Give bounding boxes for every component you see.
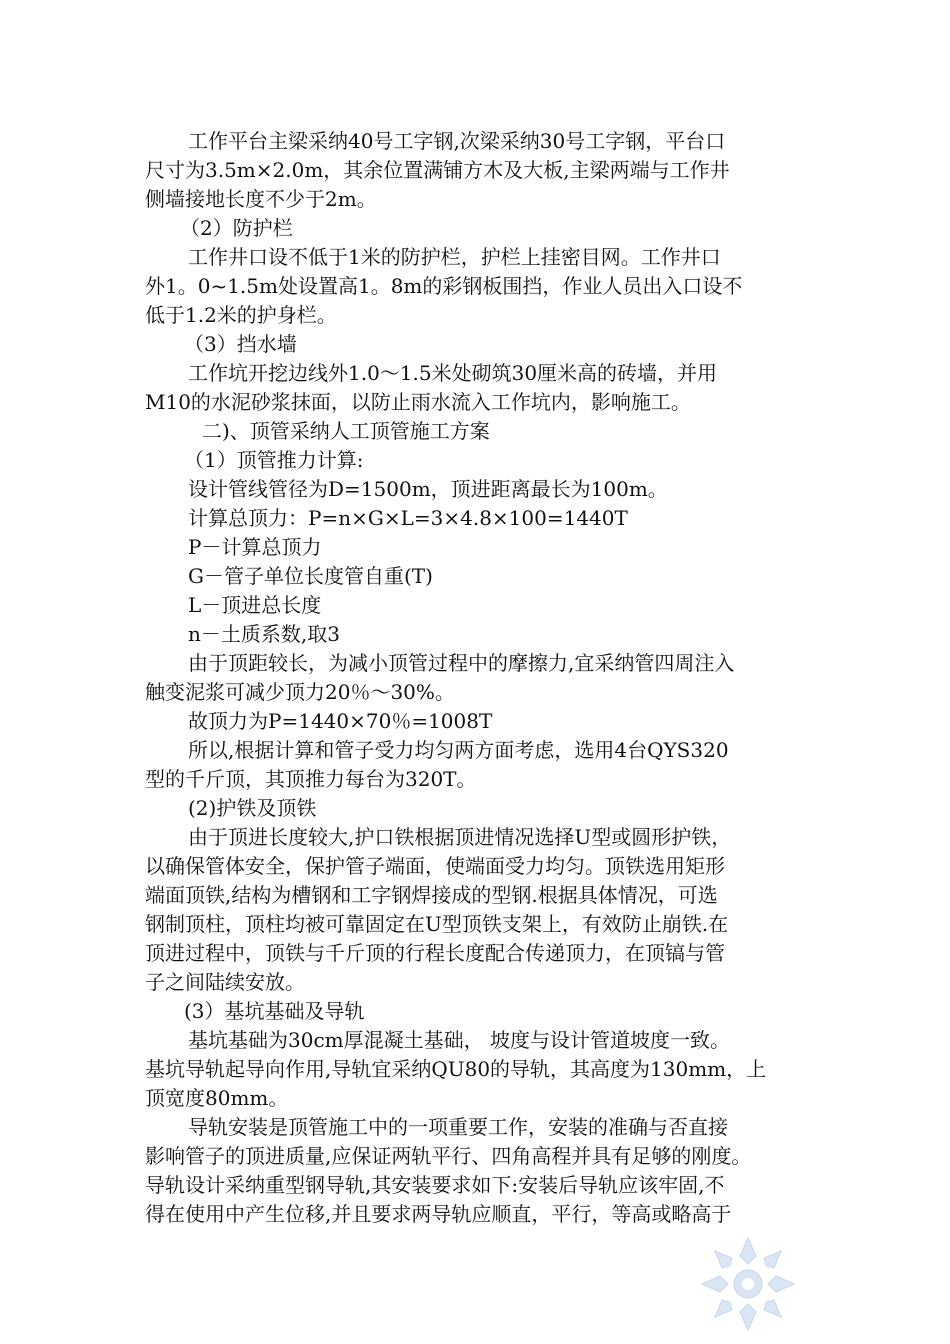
text-line: 由于顶距较长，为减小顶管过程中的摩擦力,宜采纳管四周注入 [188,651,735,675]
text-line: 工作井口设不低于1米的防护栏，护栏上挂密目网。工作井口 [188,245,721,269]
section-heading: （1）顶管推力计算: [184,448,364,472]
snowflake-watermark-icon [698,1234,798,1334]
text-line: 影响管子的顶进质量,应保证两轨平行、四角高程并具有足够的刚度。 [145,1144,752,1168]
section-heading: (3）基坑基础及导轨 [184,999,365,1023]
text-line: M10的水泥砂浆抹面，以防止雨水流入工作坑内，影响施工。 [145,390,691,414]
text-line: 基坑导轨起导向作用,导轨宜采纳QU80的导轨，其高度为130mm，上 [145,1057,767,1081]
text-line: 工作平台主梁采纳40号工字钢,次梁采纳30号工字钢，平台口 [188,129,726,153]
text-line: 触变泥浆可减少顶力20％～30%。 [145,680,455,704]
text-line: 导轨安装是顶管施工中的一项重要工作，安装的准确与否直接 [188,1115,728,1139]
text-line: 顶进过程中，顶铁与千斤顶的行程长度配合传递顶力，在顶镐与管 [145,941,725,965]
text-line: 得在使用中产生位移,并且要求两导轨应顺直，平行，等高或略高于 [145,1202,732,1226]
text-line: 基坑基础为30cm厚混凝土基础， 坡度与设计管道坡度一致。 [188,1028,730,1052]
formula-definition: G－管子单位长度管自重(T) [188,564,433,588]
text-line: 子之间陆续安放。 [145,970,305,994]
text-line: 型的千斤顶，其顶推力每台为320T。 [145,767,477,791]
section-heading: 二)、顶管采纳人工顶管施工方案 [202,419,490,443]
text-line: 由于顶进长度较大,护口铁根据顶进情况选择U型或圆形护铁， [188,825,732,849]
section-heading: （3）挡水墙 [184,332,297,356]
text-line: 故顶力为P=1440×70％=1008T [188,709,493,733]
text-line: 外1。0~1.5m处设置高1。8m的彩钢板围挡，作业人员出入口设不 [145,274,743,298]
text-line: 侧墙接地长度不少于2m。 [145,187,377,211]
text-line: 所以,根据计算和管子受力均匀两方面考虑，选用4台QYS320 [188,738,729,762]
text-line: 导轨设计采纳重型钢导轨,其安装要求如下:安装后导轨应该牢固,不 [145,1173,725,1197]
formula-definition: P－计算总顶力 [188,535,322,559]
text-line: 低于1.2米的护身栏。 [145,303,337,327]
text-line: 工作坑开挖边线外1.0～1.5米处砌筑30厘米高的砖墙，并用 [188,361,718,385]
formula-definition: L－顶进总长度 [188,593,322,617]
formula-definition: n－土质系数,取3 [188,622,340,646]
text-line: 尺寸为3.5m×2.0m，其余位置满铺方木及大板,主梁两端与工作井 [145,158,730,182]
text-line: 以确保管体安全，保护管子端面，使端面受力均匀。顶铁选用矩形 [145,854,725,878]
text-line: 钢制顶柱，顶柱均被可靠固定在U型顶铁支架上，有效防止崩铁.在 [145,912,729,936]
section-heading: （2）防护栏 [180,216,293,240]
text-line: 设计管线管径为D=1500m，顶进距离最长为100m。 [188,477,668,501]
text-line: 顶宽度80mm。 [145,1086,289,1110]
formula-line: 计算总顶力：P=n×G×L=3×4.8×100=1440T [188,506,628,530]
text-line: 端面顶铁,结构为槽钢和工字钢焊接成的型钢.根据具体情况，可选 [145,883,718,907]
section-heading: (2)护铁及顶铁 [188,796,317,820]
